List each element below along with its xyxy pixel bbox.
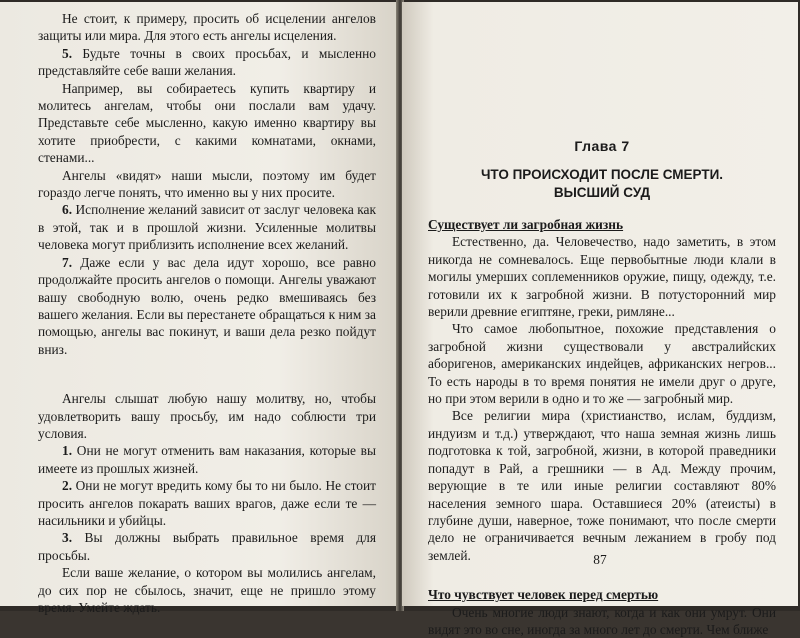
paragraph-text: Они не могут отменить вам наказания, которые вы имеете из прошлых жизней.: [38, 443, 376, 476]
paragraph: Естественно, да. Человечество, надо заметить, в этом никогда не сомневалось. Еще первобытные люди клали в могилы умерших соплеменников оружие, пищу, одежду, т.е. готовили их к загробной жизни. В потусторонний мир верили древние египтяне, греки, римляне...: [428, 234, 776, 320]
item-number: 3.: [62, 530, 73, 546]
numbered-paragraph: [38, 477, 376, 529]
paragraph-text: Вы должны выбрать правильное время для просьбы.: [38, 530, 376, 563]
section-heading: Что чувствует человек перед смертью: [428, 587, 659, 603]
numbered-paragraph: [38, 442, 376, 477]
chapter-label: Глава 7: [574, 138, 630, 154]
numbered-paragraph: [38, 45, 376, 80]
numbered-paragraph: [38, 201, 376, 253]
chapter-title-line: ВЫСШИЙ СУД: [553, 185, 651, 200]
left-page: [0, 2, 398, 615]
item-number: 1.: [62, 443, 73, 459]
paragraph: Ангелы слышат любую нашу молитву, но, чтобы удовлетворить вашу просьбу, им надо соблюсти три условия.: [38, 391, 376, 441]
page-number: 87: [593, 552, 607, 567]
paragraph-gap: [38, 358, 376, 390]
paragraph-text: Исполнение желаний зависит от заслуг человека как в этой, так и в прошлой жизни. Усиленные молитвы человека могут приблизить исполнение всех желаний.: [38, 202, 376, 253]
paragraph: Например, вы собираетесь купить квартиру и молитесь ангелам, чтобы они послали вам удачу. Представьте себе мысленно, какую именно квартиру вы хотите приобрести, с какими комнатами, окнами, стенами...: [38, 80, 376, 166]
item-number: 2.: [62, 478, 73, 494]
paragraph: Все религии мира (христианство, ислам, буддизм, индуизм и т.д.) утверждают, что наша земная жизнь лишь подготовка к той, загробной, жизни, в которой праведники попадут в Рай, а грешники — в Ад. Между прочим, верующие в те или иные религии составляют 80% населения земного шара. Оставшиеся 20% (атеисты) в глубине души, наверное, тоже понимают, что после смерти дело не ограничивается вечным лежанием в гробу под землей.: [428, 408, 776, 563]
paragraph: Что самое любопытное, похожие представления о загробной жизни существовали у австралийских аборигенов, американских индейцев, африканских негров... То есть народы в то время понятия не имели друг о друге, но при этом верили в одно и то же — загробный мир.: [428, 321, 776, 407]
paragraph: Ангелы «видят» наши мысли, поэтому им будет гораздо легче понять, что именно вы у них просите.: [38, 167, 376, 201]
right-page: [402, 2, 798, 637]
paragraph: Не стоит, к примеру, просить об исцелении ангелов защиты или мира. Для этого есть ангелы исцеления.: [38, 11, 376, 44]
item-number: 7.: [62, 254, 73, 270]
numbered-paragraph: [38, 529, 376, 564]
chapter-title: [428, 166, 776, 202]
paragraph-text: Даже если у вас дела идут хорошо, все равно продолжайте просить ангелов о помощи. Ангелы уважают вашу свободную волю, очень редко вмешиваясь без вашего желания. Если вы перестанете обращаться к ним за помощью, ангелы вас покинут, и ваши дела резко пойдут вниз.: [38, 254, 376, 357]
item-number: 6.: [62, 202, 73, 218]
paragraph: Очень многие люди знают, когда и как они умрут. Они видят это во сне, иногда за много лет до смерти. Чем ближе: [428, 604, 776, 637]
numbered-paragraph: [38, 254, 376, 358]
paragraph-text: Будьте точны в своих просьбах, и мысленно представляйте себе ваши желания.: [38, 45, 376, 79]
item-number: 5.: [62, 45, 73, 61]
section-heading: Существует ли загробная жизнь: [428, 217, 624, 232]
paragraph: Если ваше желание, о котором вы молились ангелам, до сих пор не сбылось, значит, еще не пришло этому время. Умейте ждать.: [38, 565, 376, 615]
chapter-title-line: ЧТО ПРОИСХОДИТ ПОСЛЕ СМЕРТИ.: [480, 167, 724, 182]
paragraph-text: Они не могут вредить кому бы то ни было. Не стоит просить ангелов покарать ваших врагов, даже если те — насильники и убийцы.: [38, 478, 376, 528]
